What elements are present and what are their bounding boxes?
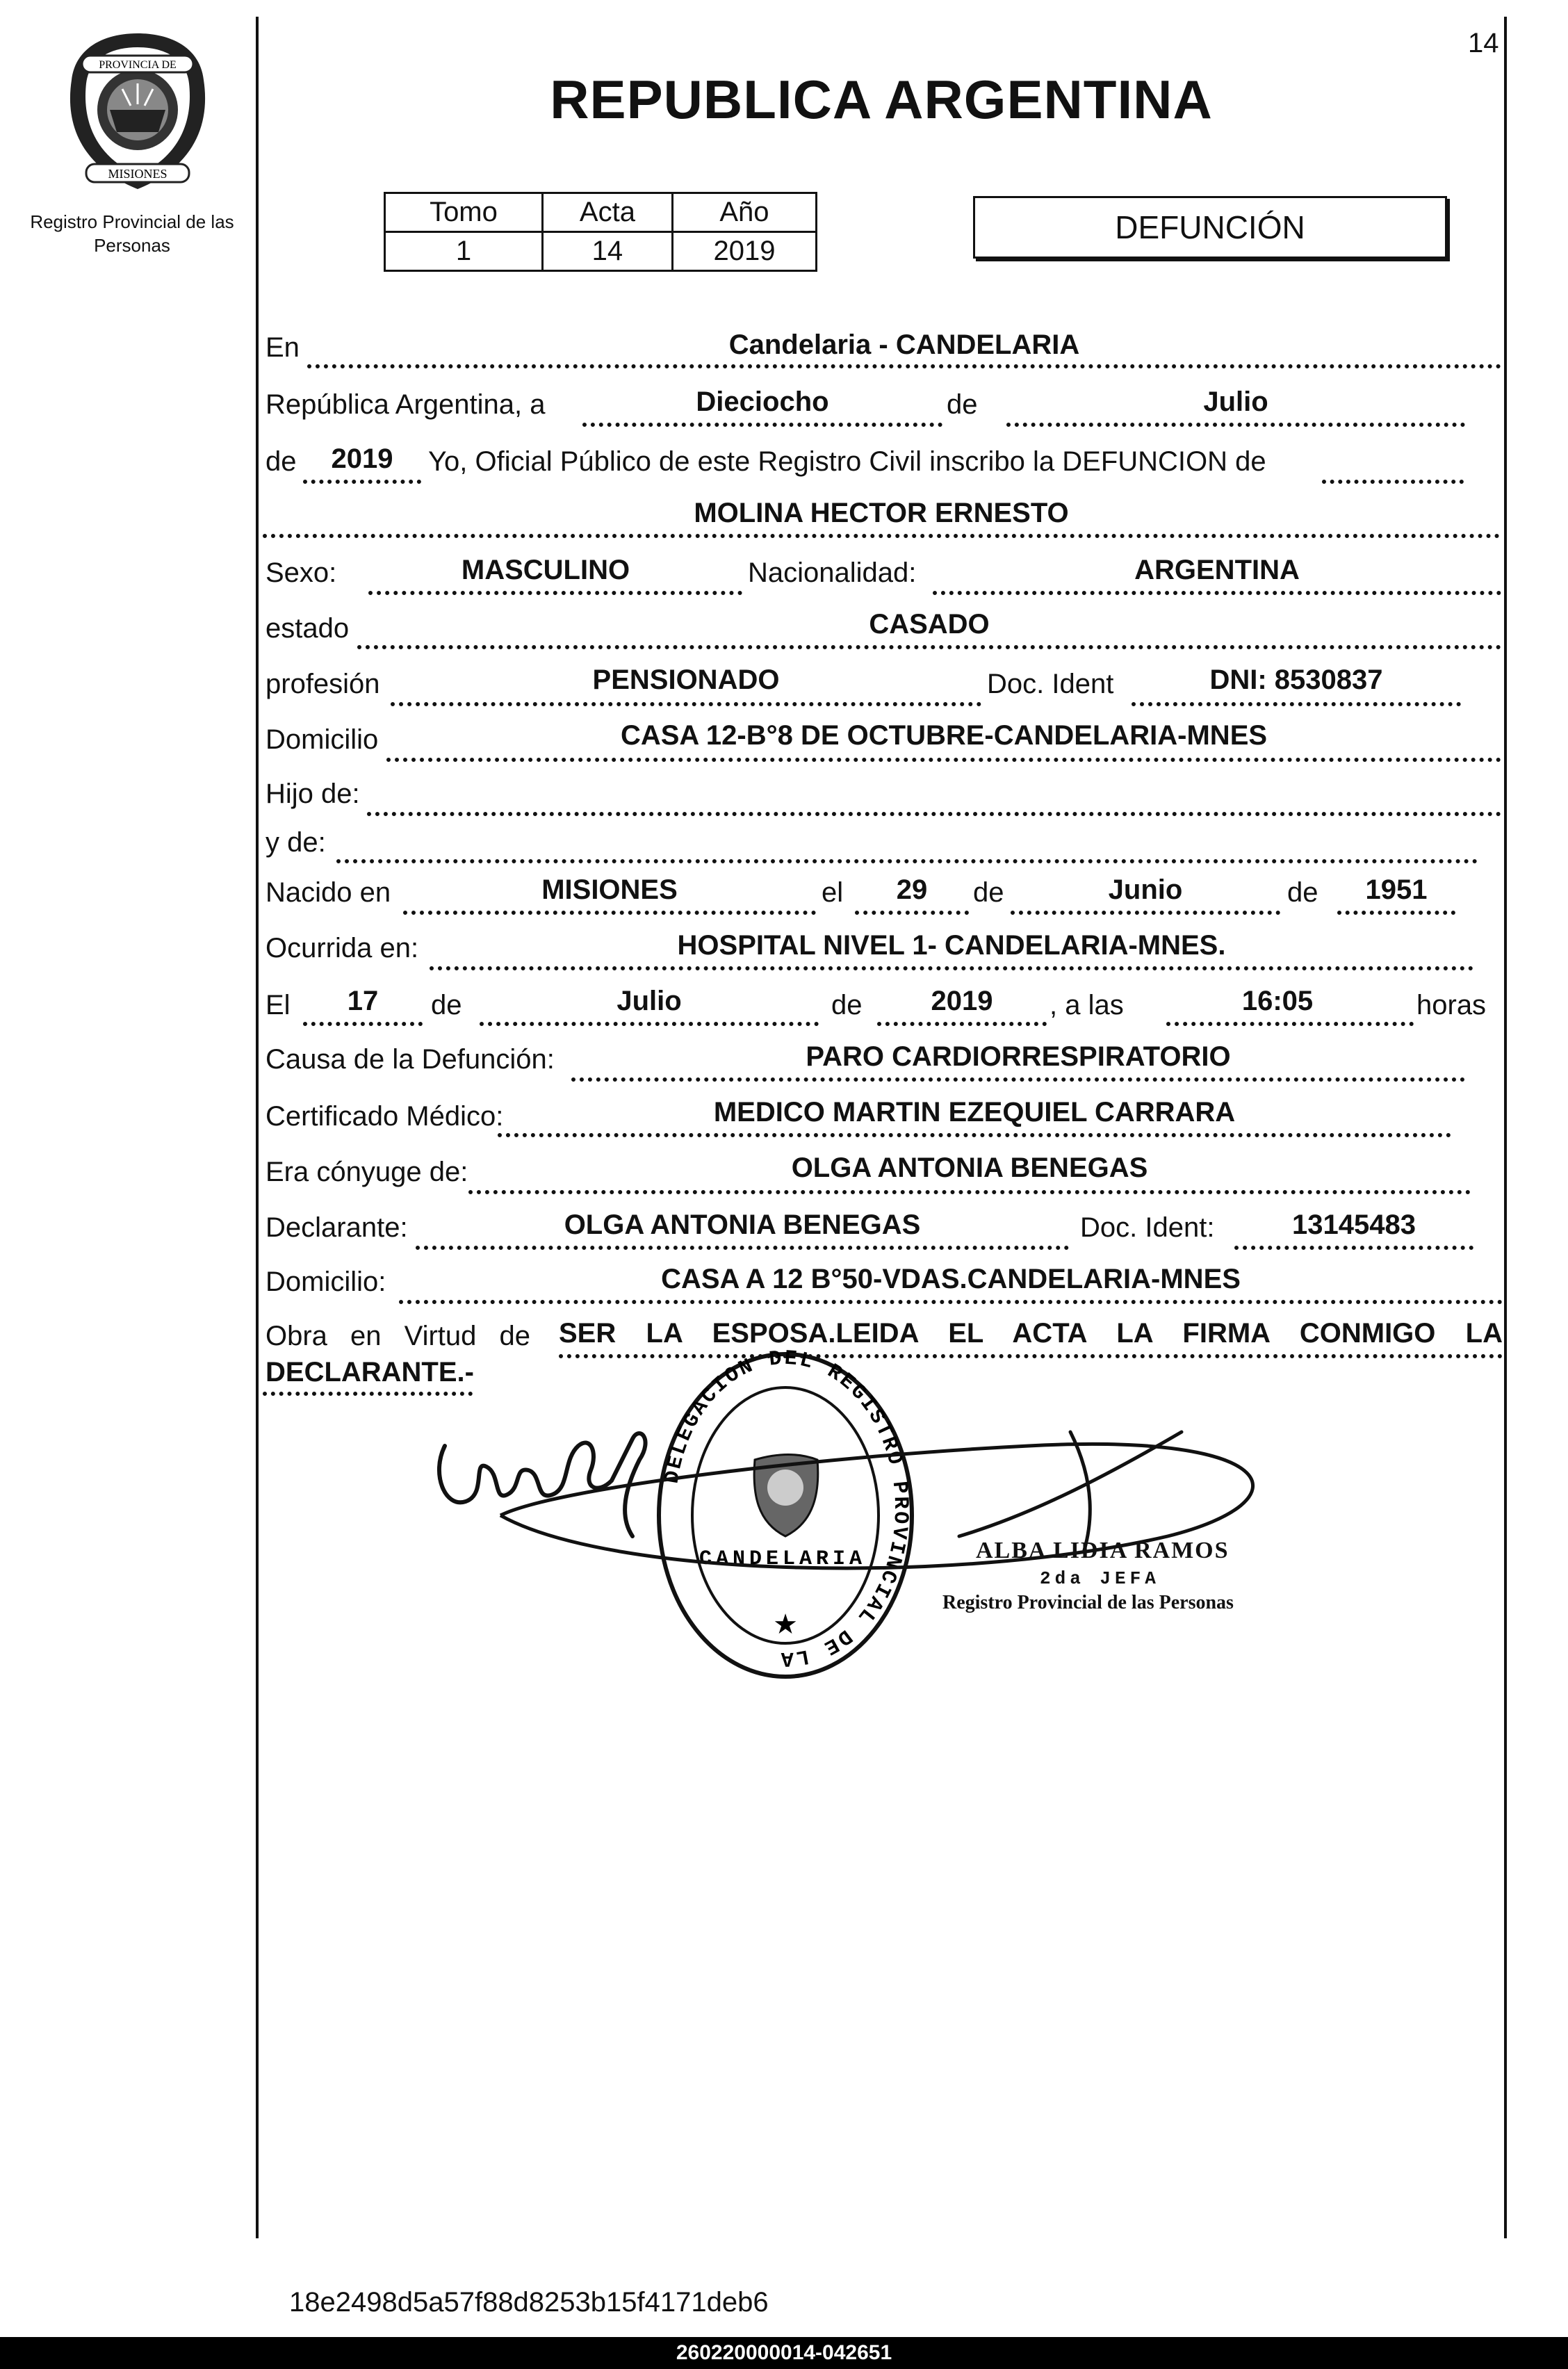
- stamp-ring-text: DELEGACION DEL REGISTRO PROVINCIAL DE LA: [660, 1349, 913, 1670]
- label-y-de: y de:: [266, 827, 326, 858]
- label-sexo: Sexo:: [266, 557, 337, 588]
- dotted-line: [399, 1300, 1503, 1304]
- dotted-line: [368, 591, 742, 595]
- death-day-value: 17: [347, 986, 379, 1016]
- footer-bar: [0, 2337, 1568, 2369]
- dotted-line: [571, 1077, 1465, 1082]
- nationality-value: ARGENTINA: [1134, 555, 1300, 585]
- label-en: En: [266, 332, 300, 363]
- declarant-address-value: CASA A 12 B°50-VDAS.CANDELARIA-MNES: [661, 1264, 1241, 1294]
- dotted-line: [303, 1022, 423, 1026]
- profession-value: PENSIONADO: [592, 665, 780, 695]
- table-header-tomo: Tomo: [385, 193, 543, 232]
- dotted-line: [468, 1190, 1471, 1194]
- label-de: de: [1287, 877, 1318, 908]
- month-value: Julio: [1203, 386, 1268, 417]
- dotted-line: [1006, 423, 1465, 427]
- declarant-doc-value: 13145483: [1292, 1210, 1416, 1240]
- label-domicilio: Domicilio:: [266, 1267, 386, 1297]
- place-value: Candelaria - CANDELARIA: [728, 329, 1080, 360]
- place-of-death-value: HOSPITAL NIVEL 1- CANDELARIA-MNES.: [677, 930, 1226, 961]
- stamp-center-text: CANDELARIA: [699, 1547, 867, 1571]
- dotted-line: [430, 966, 1473, 970]
- dotted-line: [357, 645, 1501, 649]
- table-value-tomo: 1: [385, 232, 543, 271]
- birth-day-value: 29: [896, 874, 928, 905]
- star-icon: ★: [773, 1609, 798, 1640]
- label-de: de: [266, 446, 297, 477]
- label-horas: horas: [1416, 990, 1487, 1020]
- org-name: Registro Provincial de las Personas: [30, 211, 234, 256]
- birth-month-value: Junio: [1108, 874, 1183, 905]
- label-yo-text: Yo, Oficial Público de este Registro Civil inscribo la DEFUNCION de: [428, 446, 1266, 477]
- dni-value: DNI: 8530837: [1209, 665, 1383, 695]
- label-declarante: Declarante:: [266, 1212, 408, 1243]
- registry-table: [384, 192, 817, 272]
- dotted-line: [1011, 911, 1280, 915]
- document-hash: 18e2498d5a57f88d8253b15f4171deb6: [289, 2287, 769, 2318]
- death-month-value: Julio: [616, 986, 682, 1016]
- dotted-line: [386, 758, 1501, 762]
- province-logo: [54, 28, 221, 195]
- dotted-line: [1166, 1022, 1414, 1026]
- address-value: CASA 12-B°8 DE OCTUBRE-CANDELARIA-MNES: [620, 720, 1268, 751]
- dotted-line: [877, 1022, 1047, 1026]
- birthplace-value: MISIONES: [541, 874, 678, 905]
- dotted-line: [303, 480, 421, 484]
- dotted-line: [416, 1246, 1069, 1250]
- label-de: de: [947, 389, 978, 420]
- doc-type: DEFUNCIÓN: [1115, 209, 1305, 245]
- spouse-value: OLGA ANTONIA BENEGAS: [791, 1153, 1148, 1183]
- official-office: Registro Provincial de las Personas: [942, 1592, 1234, 1613]
- dotted-line: [582, 423, 942, 427]
- dotted-line: [367, 812, 1501, 816]
- official-signature: [473, 1404, 1300, 1599]
- label-el: el: [822, 877, 844, 908]
- left-margin-line: [256, 17, 259, 2238]
- label-causa: Causa de la Defunción:: [266, 1044, 555, 1075]
- label-hijo-de: Hijo de:: [266, 779, 360, 809]
- label-nacido-en: Nacido en: [266, 877, 391, 908]
- right-margin-line: [1504, 17, 1507, 2238]
- reason-line-1: SER LA ESPOSA.LEIDA EL ACTA LA FIRMA CONMIGO LA: [559, 1318, 1503, 1349]
- cause-of-death-value: PARO CARDIORRESPIRATORIO: [806, 1041, 1231, 1072]
- label-estado: estado: [266, 613, 350, 644]
- label-conyuge: Era cónyuge de:: [266, 1157, 468, 1187]
- label-doc-ident: Doc. Ident:: [1080, 1212, 1215, 1243]
- footer-code: 260220000014-042651: [676, 2341, 892, 2364]
- dotted-line: [391, 702, 981, 706]
- official-role: 2da JEFA: [1040, 1568, 1160, 1589]
- year-value: 2019: [331, 443, 393, 474]
- dotted-line: [307, 364, 1501, 368]
- label-profesion: profesión: [266, 669, 380, 699]
- table-header-acta: Acta: [542, 193, 672, 232]
- birth-year-value: 1951: [1365, 874, 1428, 905]
- death-year-value: 2019: [931, 986, 993, 1016]
- label-republica: República Argentina, a: [266, 389, 546, 420]
- dotted-line: [263, 534, 1500, 538]
- declarant-value: OLGA ANTONIA BENEGAS: [564, 1210, 921, 1240]
- logo-text-top: PROVINCIA DE: [99, 59, 177, 71]
- dotted-line: [855, 911, 969, 915]
- label-obra: Obra en Virtud de: [266, 1321, 531, 1351]
- medical-certificate-value: MEDICO MARTIN EZEQUIEL CARRARA: [713, 1097, 1236, 1127]
- dotted-line: [1322, 480, 1464, 484]
- dotted-line: [1337, 911, 1455, 915]
- marital-status-value: CASADO: [869, 609, 990, 640]
- dotted-line: [403, 911, 816, 915]
- table-value-anio: 2019: [672, 232, 816, 271]
- label-de: de: [973, 877, 1004, 908]
- dotted-line: [1234, 1246, 1473, 1250]
- official-name: ALBA LIDIA RAMOS: [976, 1538, 1230, 1563]
- reason-line-2: DECLARANTE.-: [266, 1357, 474, 1387]
- dotted-line: [1132, 702, 1461, 706]
- label-ocurrida-en: Ocurrida en:: [266, 933, 419, 963]
- dotted-line: [498, 1133, 1451, 1137]
- label-de: de: [431, 990, 462, 1020]
- deceased-name: MOLINA HECTOR ERNESTO: [694, 498, 1069, 528]
- day-text-value: Dieciocho: [696, 386, 829, 417]
- label-doc-ident: Doc. Ident: [987, 669, 1114, 699]
- sex-value: MASCULINO: [461, 555, 630, 585]
- label-el-date: El: [266, 990, 291, 1020]
- dotted-line: [263, 1392, 473, 1396]
- label-de: de: [831, 990, 863, 1020]
- label-a-las: , a las: [1050, 990, 1124, 1020]
- logo-text-bottom: MISIONES: [108, 167, 168, 181]
- page-title: REPUBLICA ARGENTINA: [550, 69, 1213, 130]
- dotted-line: [933, 591, 1501, 595]
- death-time-value: 16:05: [1241, 986, 1314, 1016]
- table-header-anio: Año: [672, 193, 816, 232]
- doc-type-box: [973, 196, 1447, 259]
- label-nacionalidad: Nacionalidad:: [748, 557, 917, 588]
- dotted-line: [480, 1022, 819, 1026]
- label-domicilio: Domicilio: [266, 724, 379, 755]
- table-value-acta: 14: [542, 232, 672, 271]
- dotted-line: [336, 859, 1478, 863]
- page-number: 14: [1468, 28, 1499, 58]
- label-certificado: Certificado Médico:: [266, 1101, 504, 1132]
